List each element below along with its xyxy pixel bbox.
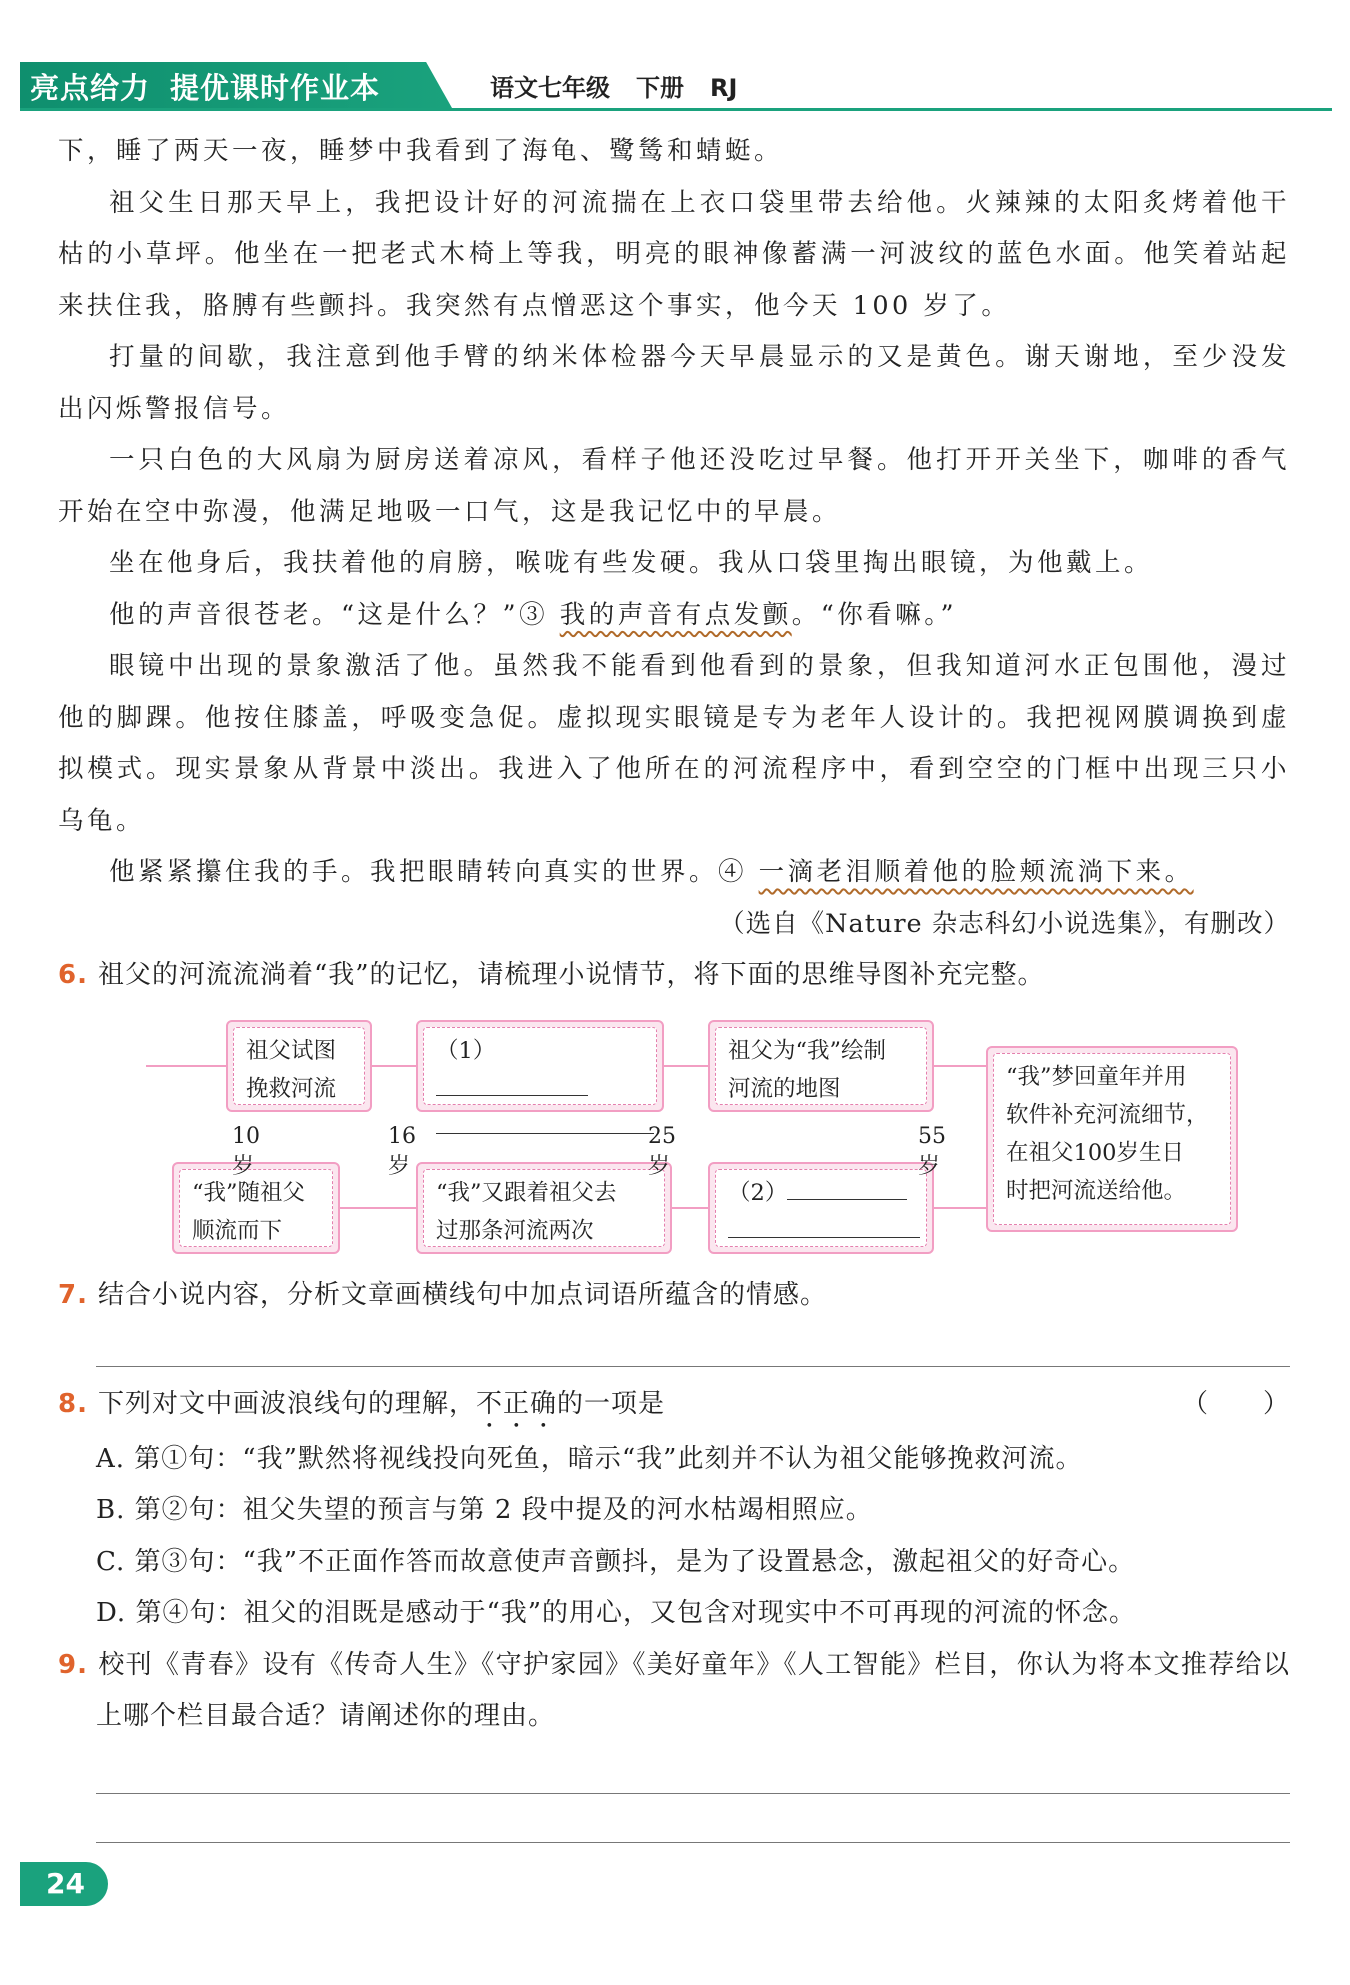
question-6 [58,950,1290,1002]
mindmap-box-4 [986,1046,1238,1232]
edition-label: RJ [710,74,738,102]
option-d[interactable]: D. 第④句：祖父的泪既是感动于“我”的用心，又包含对现实中不可再现的河流的怀念。 [96,1598,1137,1628]
question-text: 的一项是 [557,1388,666,1419]
age-label: 10岁 [232,1124,260,1179]
page-content [58,126,1290,1002]
box-text: 顺流而下 [192,1218,283,1244]
mindmap-box-7 [708,1162,934,1254]
box-text: “我”梦回童年并用 [1006,1064,1187,1090]
connector-line [934,1207,986,1209]
page-number: 24 [20,1862,108,1906]
box-text: 在祖父100岁生日 [1006,1140,1184,1166]
wavy-underlined-sentence: 一滴老泪顺着他的脸颊流淌下来。 [758,857,1194,887]
text-run: 他紧紧攥住我的手。我把眼睛转向真实的世界。④ [109,857,759,887]
box-text: “我”又跟着祖父去 [436,1180,617,1206]
connector-line [372,1065,416,1067]
connector-line [340,1207,416,1209]
box-text: 过那条河流两次 [436,1218,594,1244]
page-header [0,0,1350,118]
box-text: 时把河流送给他。 [1006,1178,1187,1204]
option-b[interactable]: B. 第②句：祖父失望的预言与第 2 段中提及的河水枯竭相照应。 [96,1495,873,1525]
answer-blank[interactable] [436,1133,654,1134]
passage-paragraph [58,847,1290,899]
passage-paragraph: 下，睡了两天一夜，睡梦中我看到了海龟、鹭鸶和蜻蜓。 [58,136,784,166]
passage-paragraph: 祖父生日那天早上，我把设计好的河流揣在上衣口袋里带去给他。火辣辣的太阳炙烤着他干枯的小草坪。他坐在一把老式木椅上等我，明亮的眼神像蓄满一河波纹的蓝色水面。他笑着站起来扶住我，胳膊有些颤抖。我突然有点憎恶这个事实，他今天 100 岁了。 [58,187,1290,321]
box-text: 祖父为“我”绘制 [728,1038,887,1064]
brand-series: 提优课时作业本 [170,71,381,105]
brand-name: 亮点给力 [30,71,151,105]
box-text: 软件补充河流细节， [1006,1102,1209,1128]
connector-line [664,1065,708,1067]
question-number: 8. [58,1388,88,1419]
emphasized-words: 不正确 [475,1388,557,1419]
box-text: “我”随祖父 [192,1180,306,1206]
answer-paren[interactable]: （ ） [1181,1388,1290,1419]
question-number: 7. [58,1280,88,1310]
text-run: 他的声音很苍老。“这是什么？”③ [109,599,560,630]
answer-blank[interactable] [728,1237,920,1238]
mindmap-box-2 [416,1020,664,1112]
blank-label: （1） [436,1038,496,1064]
connector-line [146,1065,226,1067]
answer-blank[interactable] [787,1199,907,1200]
option-a[interactable]: A. 第①句：“我”默然将视线投向死鱼，暗示“我”此刻并不认为祖父能够挽救河流。 [96,1443,1083,1474]
subject-label: 语文七年级 [490,74,610,102]
mindmap-box-1 [226,1020,372,1112]
header-divider [20,108,1332,111]
box-text: 河流的地图 [728,1076,841,1102]
box-text: 祖父试图 [246,1038,337,1064]
passage-paragraph: 坐在他身后，我扶着他的肩膀，喉咙有些发硬。我从口袋里掏出眼镜，为他戴上。 [109,548,1154,578]
wavy-underlined-sentence: 我的声音有点发颤 [559,599,792,630]
book-info [490,68,763,103]
answer-line[interactable] [96,1842,1290,1843]
brand-title [30,66,380,107]
mindmap-box-3 [708,1020,934,1112]
volume-label: 下册 [636,74,684,102]
questions-section [58,1270,1290,1843]
connector-line [672,1207,708,1209]
question-9 [58,1640,1290,1743]
passage-paragraph: 打量的间歇，我注意到他手臂的纳米体检器今天早晨显示的又是黄色。谢天谢地，至少没发出闪烁警报信号。 [58,342,1290,424]
passage-paragraph [58,590,1290,642]
blank-label: （2） [728,1180,788,1206]
age-label: 25岁 [648,1124,676,1179]
passage-source: （选自《Nature 杂志科幻小说选集》，有删改） [719,908,1290,939]
box-text: 挽救河流 [246,1076,337,1102]
age-label: 16岁 [388,1124,416,1179]
question-text: 结合小说内容，分析文章画横线句中加点词语所蕴含的情感。 [97,1280,827,1310]
question-8 [58,1379,1290,1434]
passage-paragraph: 眼镜中出现的景象激活了他。虽然我不能看到他看到的景象，但我知道河水正包围他，漫过他的脚踝。他按住膝盖，呼吸变急促。虚拟现实眼镜是专为老年人设计的。我把视网膜调换到虚拟模式。现实景象从背景中淡出。我进入了他所在的河流程序中，看到空空的门框中出现三只小乌龟。 [58,651,1290,836]
question-text: 校刊《青春》设有《传奇人生》《守护家园》《美好童年》《人工智能》栏目，你认为将本文推荐给以上哪个栏目最合适？请阐述你的理由。 [96,1649,1290,1731]
question-text: 祖父的河流流淌着“我”的记忆，请梳理小说情节，将下面的思维导图补充完整。 [97,960,1045,990]
question-text: 下列对文中画波浪线句的理解， [97,1388,476,1419]
connector-line [934,1065,986,1067]
question-number: 6. [58,960,88,990]
text-run: 。“你看嘛。” [791,599,958,630]
option-c[interactable]: C. 第③句：“我”不正面作答而故意使声音颤抖，是为了设置悬念，激起祖父的好奇心。 [96,1546,1136,1577]
question-7 [58,1270,1290,1322]
question-number: 9. [58,1649,88,1680]
answer-blank[interactable] [436,1095,588,1096]
mindmap-box-6 [416,1162,672,1254]
age-label: 55岁 [918,1124,946,1179]
passage-paragraph: 一只白色的大风扇为厨房送着凉风，看样子他还没吃过早餐。他打开开关坐下，咖啡的香气开始在空中弥漫，他满足地吸一口气，这是我记忆中的早晨。 [58,445,1290,527]
